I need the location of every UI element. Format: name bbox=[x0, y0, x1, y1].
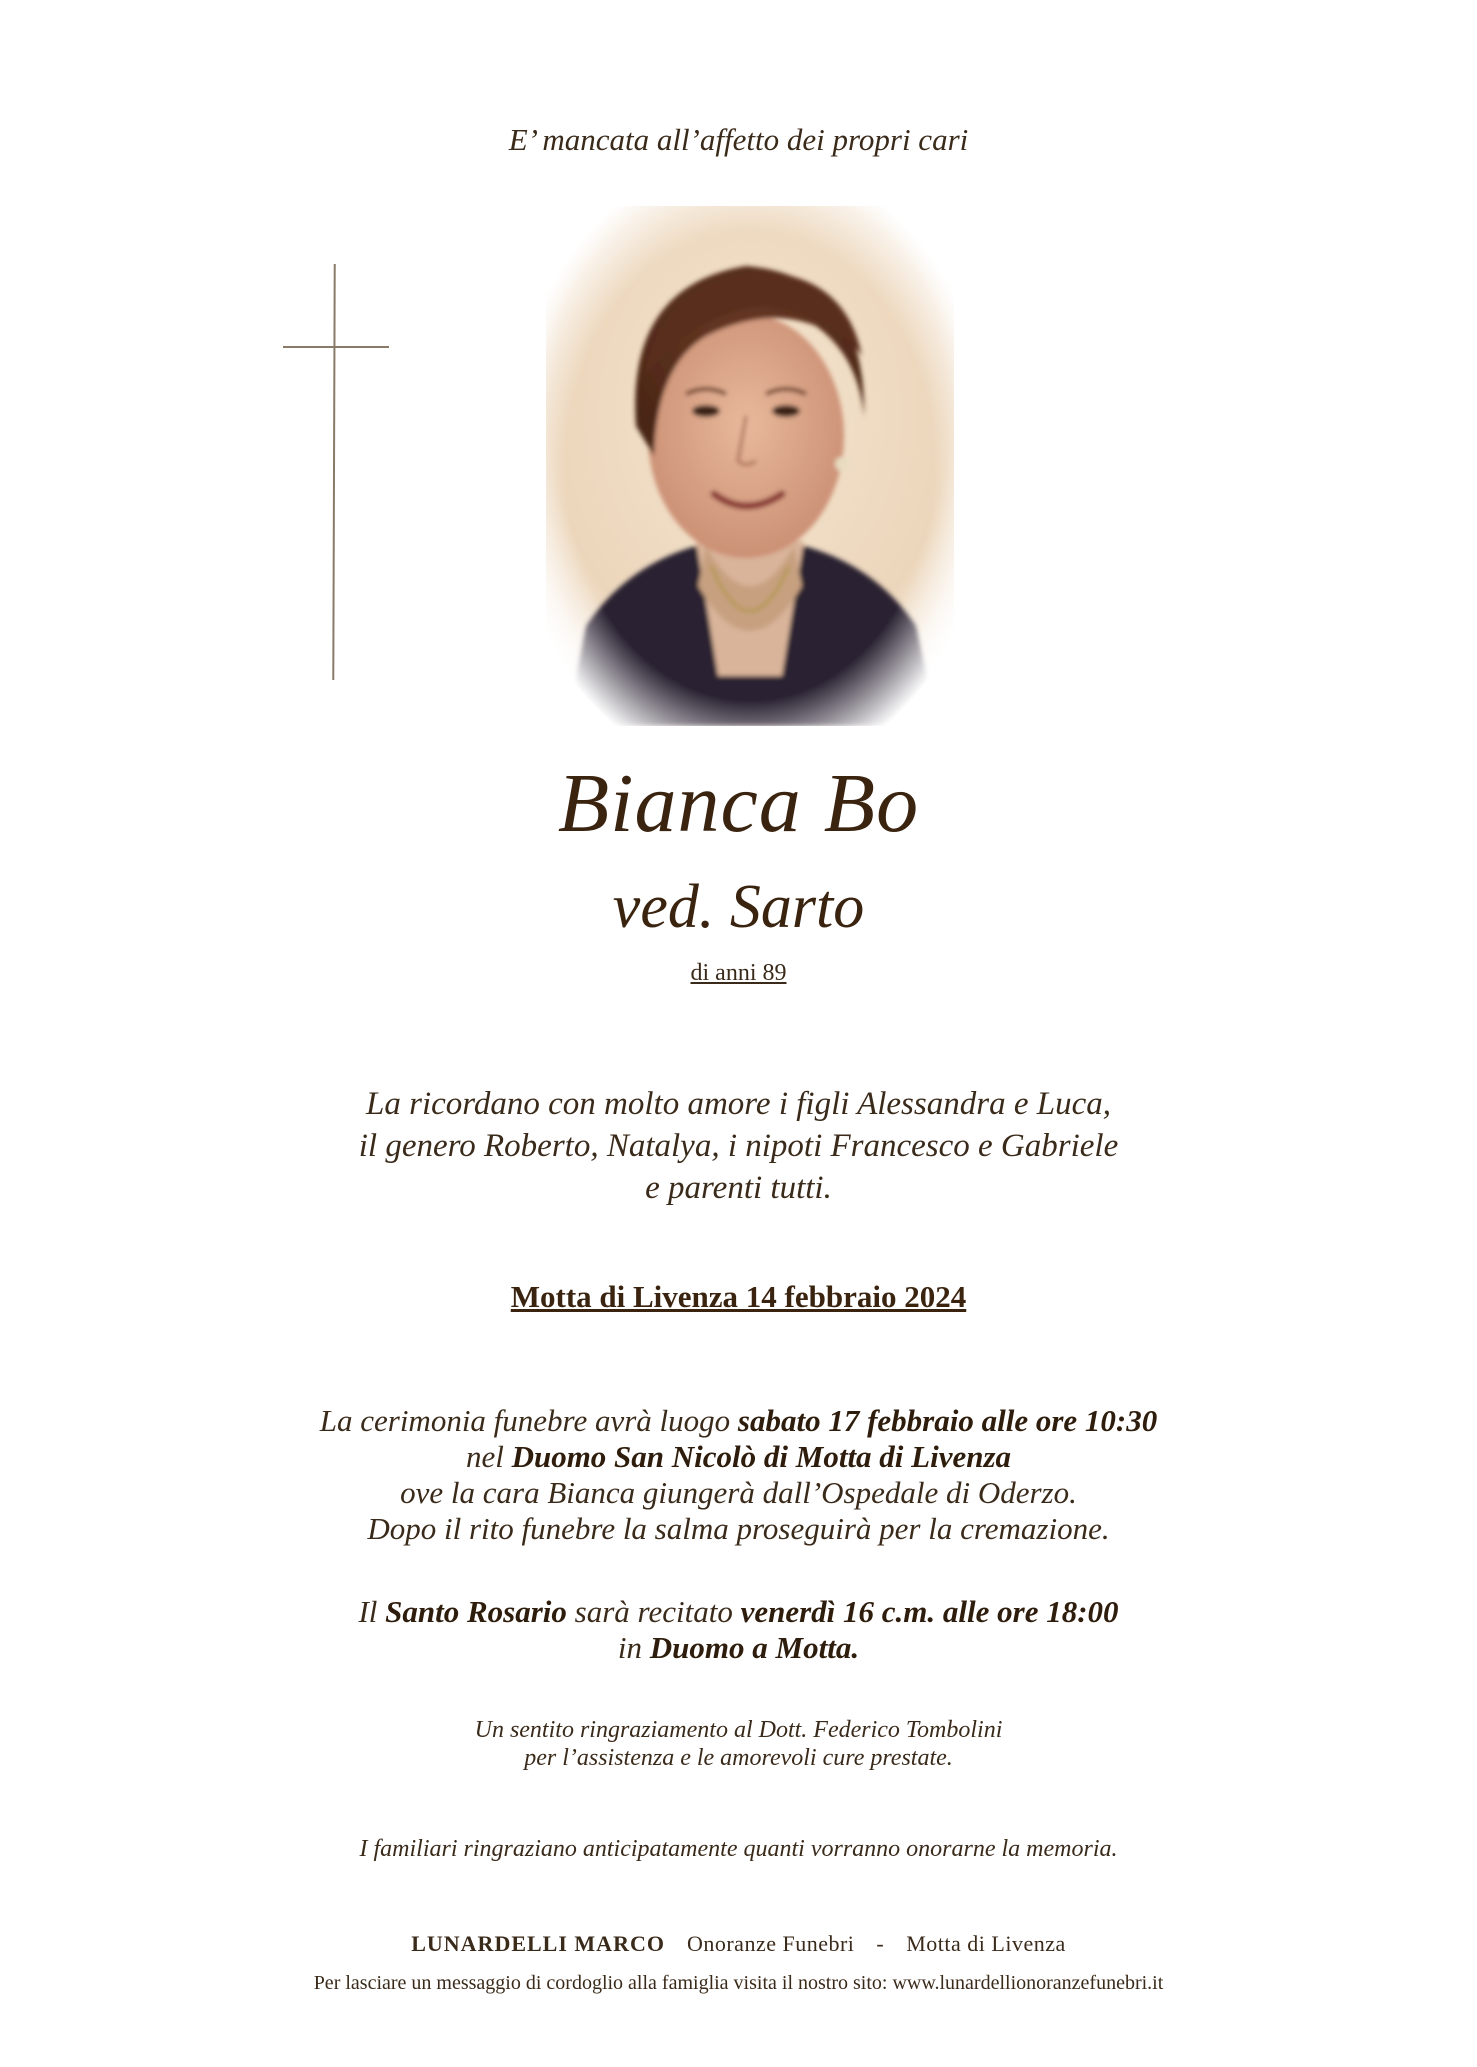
remembrance-line: La ricordano con molto amore i figli Alessandra e Luca, bbox=[366, 1086, 1111, 1122]
thanks-doctor-line: per l’assistenza e le amorevoli cure prestate. bbox=[524, 1745, 953, 1771]
rosary-text: sarà recitato bbox=[566, 1594, 741, 1629]
rosary-paragraph bbox=[0, 1594, 1477, 1666]
ceremony-text: La cerimonia funebre avrà luogo bbox=[319, 1403, 738, 1438]
rosary-line bbox=[0, 1594, 1477, 1630]
ceremony-location: Duomo San Nicolò di Motta di Livenza bbox=[511, 1439, 1012, 1474]
remembrance-line: e parenti tutti. bbox=[645, 1170, 832, 1206]
cross-icon-bar bbox=[283, 346, 389, 348]
funeral-home-town: Motta di Livenza bbox=[906, 1931, 1066, 1956]
thanks-family: I familiari ringraziano anticipatamente quanti vorranno onorarne la memoria. bbox=[359, 1836, 1118, 1862]
rosary-datetime: venerdì 16 c.m. alle ore 18:00 bbox=[740, 1594, 1119, 1629]
deceased-name: Bianca Bo bbox=[557, 757, 920, 850]
age-label: di anni 89 bbox=[690, 960, 787, 986]
ceremony-paragraph bbox=[0, 1403, 1477, 1547]
funeral-home-line bbox=[0, 1931, 1477, 1957]
ceremony-line: Dopo il rito funebre la salma proseguirà per la cremazione. bbox=[367, 1511, 1110, 1546]
thanks-doctor-paragraph bbox=[0, 1716, 1477, 1772]
rosary-line bbox=[0, 1630, 1477, 1666]
footer-dash: - bbox=[876, 1931, 885, 1956]
funeral-home-service: Onoranze Funebri bbox=[686, 1931, 855, 1956]
remembrance-paragraph bbox=[0, 1083, 1477, 1209]
rosary-text: in bbox=[617, 1630, 650, 1665]
condolence-website-text: Per lasciare un messaggio di cordoglio alla famiglia visita il nostro sito: www.lunardellionoranzefunebri.it bbox=[313, 1972, 1164, 1994]
place-date bbox=[0, 1279, 1477, 1315]
age-text bbox=[0, 960, 1477, 987]
ceremony-datetime: sabato 17 febbraio alle ore 10:30 bbox=[737, 1403, 1158, 1438]
cross-icon bbox=[332, 264, 335, 680]
ceremony-line: ove la cara Bianca giungerà dall’Ospedale di Oderzo. bbox=[400, 1475, 1077, 1510]
remembrance-line: il genero Roberto, Natalya, i nipoti Francesco e Gabriele bbox=[358, 1128, 1119, 1164]
funeral-home-name: LUNARDELLI MARCO bbox=[411, 1931, 665, 1956]
thanks-doctor-line: Un sentito ringraziamento al Dott. Federico Tombolini bbox=[474, 1717, 1003, 1743]
intro-text: E’ mancata all’affetto dei propri cari bbox=[508, 122, 969, 157]
portrait-photo bbox=[546, 206, 954, 726]
ceremony-line bbox=[0, 1439, 1477, 1475]
ceremony-text: nel bbox=[465, 1439, 512, 1474]
rosary-location: Duomo a Motta. bbox=[649, 1630, 860, 1665]
place-date-label: Motta di Livenza 14 febbraio 2024 bbox=[510, 1279, 967, 1314]
ceremony-line bbox=[0, 1403, 1477, 1439]
rosary-title: Santo Rosario bbox=[385, 1594, 567, 1629]
rosary-text: Il bbox=[358, 1594, 386, 1629]
widow-name: ved. Sarto bbox=[612, 873, 865, 941]
